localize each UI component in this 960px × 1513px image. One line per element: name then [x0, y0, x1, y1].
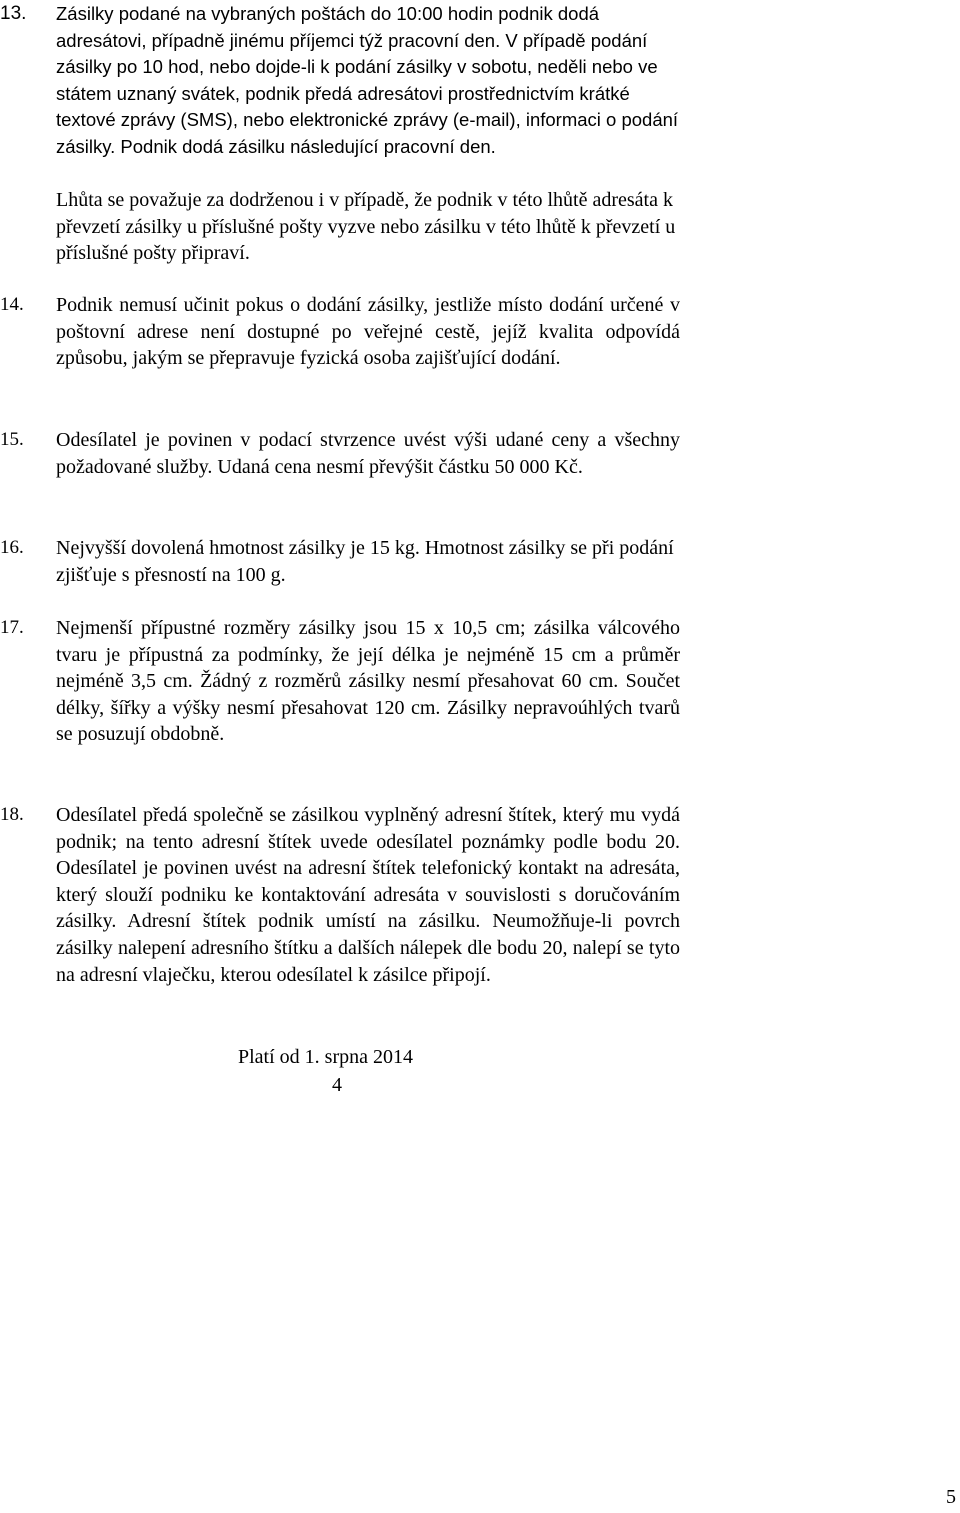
item-number: 17.	[0, 617, 24, 638]
item-text	[56, 187, 680, 267]
item-number: 14.	[0, 294, 24, 315]
paragraph: Podnik nemusí učinit pokus o dodání zásilky, jestliže místo dodání určené v poštovní adrese není dostupné po veřejné cestě, jejíž kvalita odpovídá způsobu, jakým se přepravuje fyzická osoba zajišťující dodání.	[56, 294, 680, 370]
item-text	[56, 802, 680, 988]
corner-page-number: 5	[946, 1486, 956, 1508]
item-number: 13.	[0, 3, 27, 24]
item-text	[56, 292, 680, 372]
item-number: 16.	[0, 537, 24, 558]
paragraph: Odesílatel je povinen v podací stvrzence uvést výši udané ceny a všechny požadované služby. Udaná cena nesmí převýšit částku 50 000 Kč.	[56, 429, 680, 478]
page-number: 4	[332, 1074, 342, 1096]
item-text	[56, 1, 680, 161]
paragraph: Lhůta se považuje za dodrženou i v případě, že podnik v této lhůtě adresáta k převzetí zásilky u příslušné pošty vyzve nebo zásilku v této lhůtě k převzetí u příslušné pošty připraví.	[56, 189, 676, 265]
paragraph: Nejvyšší dovolená hmotnost zásilky je 15 kg. Hmotnost zásilky se při podání zjišťuje s přesností na 100 g.	[56, 537, 674, 586]
validity-date: Platí od 1. srpna 2014	[238, 1046, 413, 1068]
paragraph: Zásilky podané na vybraných poštách do 10:00 hodin podnik dodá adresátovi, případně jinému příjemci týž pracovní den. V případě podání zásilky po 10 hod, nebo dojde-li k podání zásilky v sobotu, neděli nebo ve státem uznaný svátek, podnik předá adresátovi prostřednictvím krátké textové zprávy (SMS), nebo elektronické zprávy (e-mail), informaci o podání zásilky. Podnik dodá zásilku následující pracovní den.	[56, 3, 679, 157]
item-number: 18.	[0, 804, 24, 825]
paragraph: Nejmenší přípustné rozměry zásilky jsou 15 x 10,5 cm; zásilka válcového tvaru je přípustná za podmínky, že její délka je nejméně 15 cm a průměr nejméně 3,5 cm. Žádný z rozměrů zásilky nesmí přesahovat 60 cm. Součet délky, šířky a výšky nesmí přesahovat 120 cm. Zásilky nepravoúhlých tvarů se posuzují obdobně.	[56, 617, 680, 746]
paragraph: Odesílatel předá společně se zásilkou vyplněný adresní štítek, který mu vydá podnik; na tento adresní štítek uvede odesílatel poznámky podle bodu 20. Odesílatel je povinen uvést na adresní štítek telefonický kontakt na adresáta, který slouží podniku ke kontaktování adresáta v souvislosti s doručováním zásilky. Adresní štítek podnik umístí na zásilku. Neumožňuje-li povrch zásilky nalepení adresního štítku a dalších nálepek dle bodu 20, nalepí se tyto na adresní vlaječku, kterou odesílatel k zásilce připojí.	[56, 804, 680, 986]
item-text	[56, 535, 680, 588]
item-number: 15.	[0, 429, 24, 450]
item-text	[56, 427, 680, 480]
item-text	[56, 615, 680, 748]
